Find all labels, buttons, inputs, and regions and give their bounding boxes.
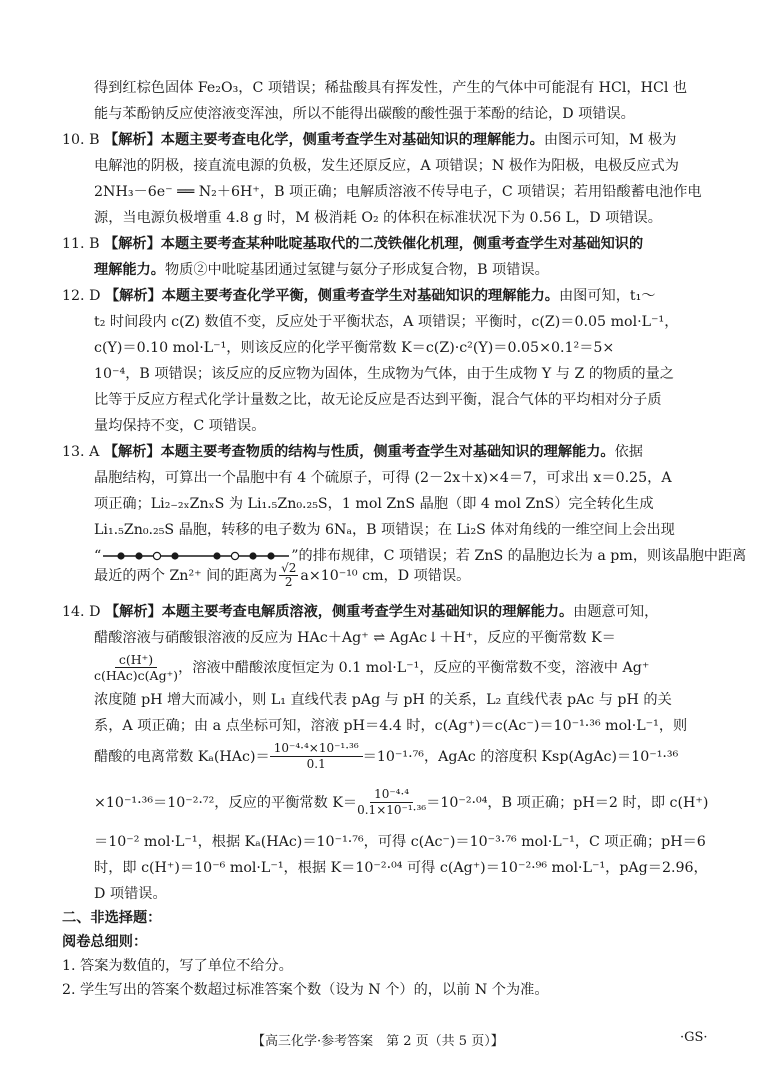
q12-line-2: t₂ 时间段内 c(Z) 数值不变，反应处于平衡状态，A 项错误；平衡时，c(Z)＝0.05 mol·L⁻¹， [94, 314, 679, 330]
section-2-title: 二、非选择题： [62, 910, 162, 926]
q10-heading: 【解析】本题主要考查电化学，侧重考查学生对基础知识的理解能力。 [104, 132, 544, 148]
q13-number: 13. A [62, 444, 100, 460]
q12-number: 12. D [62, 288, 101, 304]
q11-heading: 【解析】本题主要考查某种吡啶基取代的二茂铁催化机理，侧重考查学生对基础知识的 [104, 236, 644, 252]
q10-line-1-rest: 由图示可知，M 极为 [543, 132, 677, 148]
q13-heading: 【解析】本题主要考查物质的结构与性质，侧重考查学生对基础知识的理解能力。 [103, 444, 615, 460]
q14-number: 14. D [62, 604, 101, 620]
grading-rule-2: 2. 学生写出的答案个数超过标准答案个数（设为 N 个）的，以前 N 个为准。 [62, 982, 549, 998]
q13-line-2: 晶胞结构，可算出一个晶胞中有 4 个硫原子，可得 (2－2x＋x)×4＝7，可求出 x＝0.25，A [94, 470, 672, 486]
page-footer: 【高三化学·参考答案 第 2 页（共 5 页）】 [252, 1034, 504, 1049]
fraction-denominator: 2 [284, 574, 293, 589]
fraction-denominator: 0.1×10⁻¹·³⁶ [357, 802, 427, 817]
q12-line-4: 10⁻⁴，B 项错误；该反应的反应物为固体，生成物为气体，由于生成物 Y 与 Z 的物质的量之 [94, 366, 674, 382]
fraction-denominator: 0.1 [306, 756, 326, 771]
sqrt2-over-2-fraction [279, 562, 298, 589]
q13-line-1-rest: 依据 [614, 444, 643, 460]
q13-line-6-rest: a×10⁻¹⁰ cm，D 项错误。 [300, 568, 471, 584]
q12-line-1-rest: 由图可知，t₁～ [558, 288, 656, 304]
q14-first-line [62, 602, 658, 622]
q13-line-4: Li₁.₅Zn₀.₂₅S 晶胞，转移的电子数为 6Nₐ，B 项错误；在 Li₂S 体对角线的一维空间上会出现 [94, 522, 675, 538]
q14-line-6-pre: 醋酸的电离常数 Kₐ(HAc)＝ [94, 749, 270, 765]
q14-line-6-rest: ＝10⁻¹·⁷⁶，AgAc 的溶度积 Ksp(AgAc)＝10⁻¹·³⁶ [362, 749, 679, 765]
q12-line-6: 量均保持不变，C 项错误。 [94, 418, 266, 434]
q13-quote-open: “ [94, 548, 102, 564]
grading-rules-title: 阅卷总细则： [62, 934, 148, 950]
k-value-fraction [357, 787, 426, 818]
q11-first-line [62, 234, 643, 254]
q14-line-8: ＝10⁻² mol·L⁻¹，根据 Kₐ(HAc)＝10⁻¹·⁷⁶，可得 c(Ac⁻)＝10⁻³·⁷⁶ mol·L⁻¹，C 项正确；pH＝6 [94, 834, 706, 850]
ka-fraction [270, 741, 363, 772]
q10-number: 10. B [62, 132, 100, 148]
q14-line-7-pre: ×10⁻¹·³⁶＝10⁻²·⁷²，反应的平衡常数 K＝ [94, 795, 358, 811]
q14-line-1-rest: 由题意可知， [573, 604, 659, 620]
q14-line-7-rest: ＝10⁻²·⁰⁴，B 项正确；pH＝2 时，即 c(H⁺) [426, 795, 709, 811]
q13-first-line [62, 442, 643, 462]
q12-line-3: c(Y)＝0.10 mol·L⁻¹，则该反应的化学平衡常数 K＝c(Z)·c²(Y)＝0.05×0.1²＝5× [94, 340, 615, 356]
q12-first-line [62, 286, 656, 306]
q14-line-9: 时，即 c(H⁺)＝10⁻⁶ mol·L⁻¹，根据 K＝10⁻²·⁰⁴ 可得 c(Ag⁺)＝10⁻²·⁹⁶ mol·L⁻¹，pAg＝2.96， [94, 860, 708, 876]
q14-line-7 [94, 784, 708, 820]
q13-line-6 [94, 560, 470, 590]
q11-number: 11. B [62, 236, 100, 252]
q10-line-2: 电解池的阴极，接直流电源的负极，发生还原反应，A 项错误；N 极作为阳极，电极反应式为 [94, 158, 679, 174]
q9-line-2: 能与苯酚钠反应使溶液变浑浊，所以不能得出碳酸的酸性强于苯酚的结论，D 项错误。 [94, 106, 635, 122]
q10-line-4: 源，当电源负极增重 4.8 g 时，M 极消耗 O₂ 的体积在标准状况下为 0.56 L，D 项错误。 [94, 210, 662, 226]
q10-line-3: 2NH₃－6e⁻ ══ N₂＋6H⁺，B 项正确；电解质溶液不传导电子，C 项错误；若用铅酸蓄电池作电 [94, 184, 702, 200]
q14-line-10: D 项错误。 [94, 886, 167, 902]
q14-heading: 【解析】本题主要考查电解质溶液，侧重考查学生对基础知识的理解能力。 [104, 604, 574, 620]
q14-line-3 [94, 650, 649, 684]
q13-line-3: 项正确；Li₂₋₂ₓZnₓS 为 Li₁.₅Zn₀.₂₅S，1 mol ZnS 晶胞（即 4 mol ZnS）完全转化生成 [94, 496, 654, 512]
q12-line-5: 比等于反应方程式化学计量数之比，故无论反应是否达到平衡，混合气体的平均相对分子质 [94, 392, 662, 408]
q13-line-5-rest: ”的排布规律，C 项错误；若 ZnS 的晶胞边长为 a pm，则该晶胞中距离 [291, 548, 747, 564]
fraction-denominator: c(HAc)c(Ag⁺) [94, 667, 179, 683]
q11-heading-cont: 理解能力。 [94, 262, 165, 278]
grading-rule-1: 1. 答案为数值的，写了单位不给分。 [62, 958, 293, 974]
k-expression-fraction [94, 652, 178, 683]
fraction-numerator: c(H⁺) [115, 652, 157, 668]
q13-line-6-pre: 最近的两个 Zn²⁺ 间的距离为 [94, 568, 278, 584]
fraction-numerator: √2 [281, 560, 297, 575]
footer-code: ·GS· [680, 1030, 708, 1045]
q14-line-5: 系，A 项正确；由 a 点坐标可知，溶液 pH＝4.4 时，c(Ag⁺)＝c(Ac⁻)＝10⁻¹·³⁶ mol·L⁻¹，则 [94, 718, 688, 734]
fraction-numerator: 10⁻⁴·⁴×10⁻¹·³⁶ [270, 741, 363, 757]
q14-line-4: 浓度随 pH 增大而减小，则 L₁ 直线代表 pAg 与 pH 的关系，L₂ 直线代表 pAc 与 pH 的关 [94, 692, 672, 708]
q9-line-1: 得到红棕色固体 Fe₂O₃，C 项错误；稀盐酸具有挥发性，产生的气体中可能混有 HCl，HCl 也 [94, 80, 688, 96]
q14-line-6 [94, 738, 678, 774]
q14-line-2: 醋酸溶液与硝酸银溶液的反应为 HAc＋Ag⁺ ⇌ AgAc↓＋H⁺，反应的平衡常数 K＝ [94, 630, 616, 646]
fraction-numerator: 10⁻⁴·⁴ [370, 787, 413, 803]
q14-line-3-rest: ，溶液中醋酸浓度恒定为 0.1 mol·L⁻¹，反应的平衡常数不变，溶液中 Ag⁺ [178, 660, 650, 676]
q12-heading: 【解析】本题主要考查化学平衡，侧重考查学生对基础知识的理解能力。 [104, 288, 559, 304]
q11-line-2 [94, 260, 549, 280]
q11-line-2-rest: 物质②中吡啶基团通过氢键与氨分子形成复合物，B 项错误。 [164, 262, 549, 278]
q10-first-line [62, 130, 676, 150]
